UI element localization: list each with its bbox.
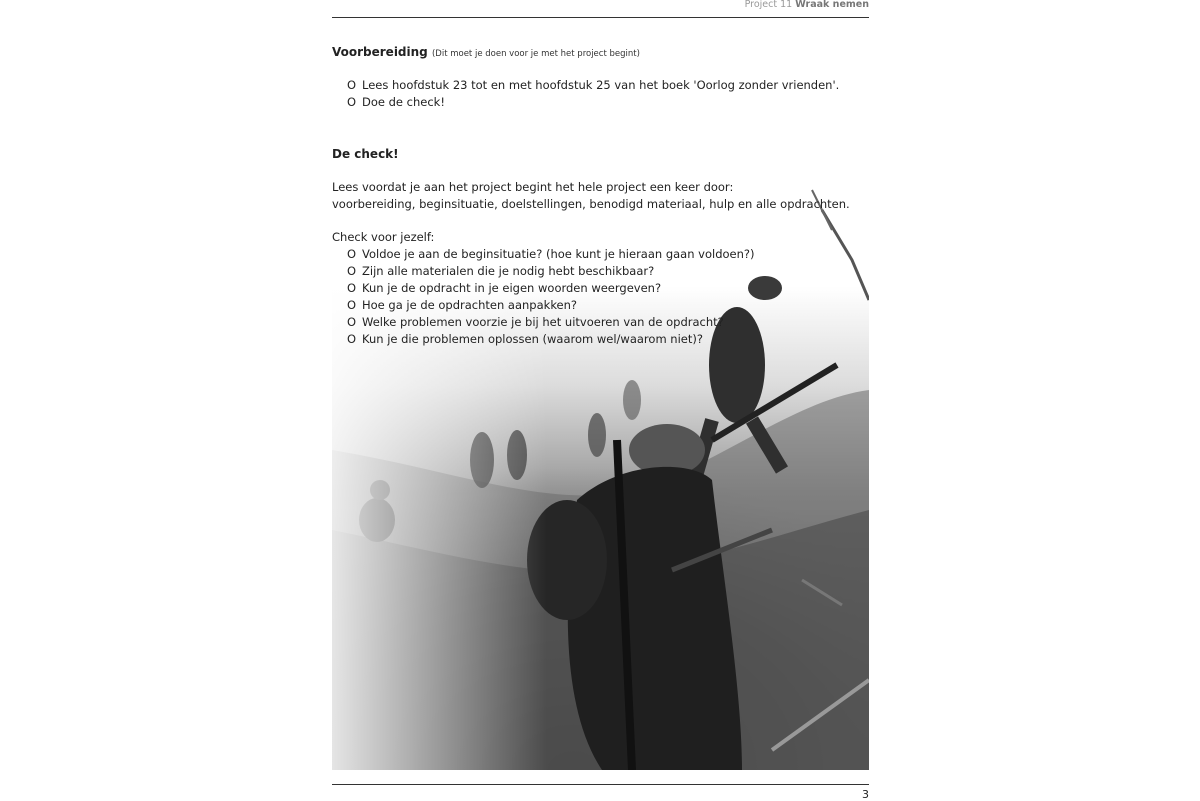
list-item: O Hoe ga je de opdrachten aanpakken?	[347, 298, 578, 312]
list-item: O Voldoe je aan de beginsituatie? (hoe kunt je hieraan gaan voldoen?)	[347, 247, 755, 261]
list-item: O Lees hoofdstuk 23 tot en met hoofdstuk 25 van het boek 'Oorlog zonder vrienden'.	[347, 78, 840, 92]
preparation-title: Voorbereiding	[332, 45, 428, 59]
bullet-o-icon: O	[347, 95, 357, 109]
header-project: Project 11	[744, 0, 793, 10]
page-number: 3	[862, 788, 869, 801]
bullet-o-icon: O	[347, 298, 357, 312]
bullet-o-icon: O	[347, 264, 357, 278]
document-page	[332, 0, 869, 800]
page-footer	[332, 784, 869, 801]
list-item: O Kun je de opdracht in je eigen woorden weergeven?	[347, 281, 662, 295]
list-item: O Doe de check!	[347, 95, 445, 109]
check-intro-line1: Lees voordat je aan het project begint het hele project een keer door:	[332, 180, 734, 194]
list-item: O Kun je die problemen oplossen (waarom wel/waarom niet)?	[347, 332, 703, 346]
check-list	[347, 246, 755, 348]
check-heading: De check!	[332, 147, 399, 161]
bullet-o-icon: O	[347, 332, 357, 346]
preparation-list	[347, 77, 839, 111]
preparation-heading	[332, 45, 640, 59]
bullet-o-icon: O	[347, 315, 357, 329]
header-title: Wraak nemen	[795, 0, 869, 10]
preparation-note: (Dit moet je doen voor je met het project begint)	[431, 49, 640, 59]
check-self-label: Check voor jezelf:	[332, 230, 435, 244]
bullet-o-icon: O	[347, 78, 357, 92]
bullet-o-icon: O	[347, 247, 357, 261]
check-intro-line2: voorbereiding, beginsituatie, doelstellingen, benodigd materiaal, hulp en alle opdrachten.	[332, 197, 850, 211]
list-item: O Welke problemen voorzie je bij het uitvoeren van de opdracht?	[347, 315, 724, 329]
list-item: O Zijn alle materialen die je nodig hebt beschikbaar?	[347, 264, 655, 278]
bullet-o-icon: O	[347, 281, 357, 295]
page-header	[332, 0, 869, 18]
